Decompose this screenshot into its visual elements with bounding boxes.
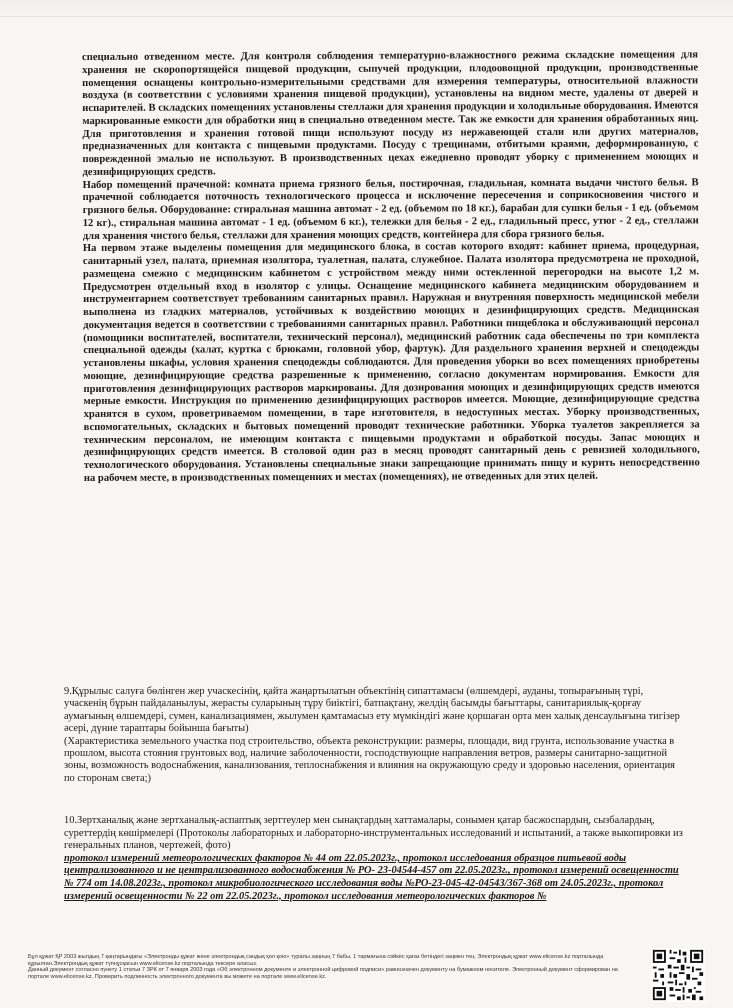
page-top-edge — [0, 0, 733, 17]
section-medical-block — [82, 49, 700, 485]
paragraph-storage: специально отведенном месте. Для контроля соблюдения температурно-влажностного режима складские помещения для хранения не скоропортящейся пищевой продукции, сыпучей продукции, плодоовощной продукции, производственные помещения оснащены контрольно-измерительными средствами для измерения температуры, относительной влажности воздуха (в соответствии с условиями хранения пищевой продукции), установлены на видном месте, удалены от дверей и испарителей. В складских помещениях установлены стеллажи для хранения продукции и холодильные оборудования. Имеются маркированные емкости для обработки яиц в специально отведенном месте. Так же емкости для хранения обработанных яиц. Для приготовления и хранения готовой пищи используют посуду из нержавеющей стали или других материалов, предназначенных для контакта с пищевыми продуктами. Посуду с трещинами, отбитыми краями, деформированную, с поврежденной эмалью не используют. В производственных цехах ежедневно проводят уборку с применением моющих и дезинфицирующих средств. — [82, 49, 699, 178]
footer-line-kazakh: Бұл құжат ҚР 2003 жылдың 7 қаңтарындағы «Электронды құжат және электрондық сандық қол қою» туралы заңның 7 бабы, 1 тармағына сәйкес қағаз бетіндегі заңмен тең. Электрондық құжат www.elicense.kz порталында құрылған.Электрондық құжат түпнұсқасын www.elicense.kz порталында тексере аласыз. — [28, 954, 604, 967]
section-10-protocols: протокол измерений метеорологических факторов № 44 от 22.05.2023г., протокол исследования образцов питьевой воды централизованного и не централизованного водоснабжения № РО- 23-04544-457 от 22.05.2023г., протокол измерений освещенности № 774 от 14.08.2023г., протокол микробиологического исследования воды №РО-23-045-42-04543/367-368 от 24.05.2023г., протокол измерений освещенности № 22 от 22.05.2023г., протокол исследования метеорологических факторов № — [64, 852, 679, 902]
qr-code-icon — [651, 948, 705, 1002]
section-10 — [64, 815, 688, 903]
section-9-kazakh: 9.Құрылыс салуға бөлінген жер учаскесінің, қайта жаңартылатын объектінің сипаттамасы (өлшемдері, ауданы, топырағының түрі, учаскенің бұрын пайдаланылуы, жерасты суларының тұру биіктігі, батпақтану, желдің басымды бағыттары, санитариялық-қорғау аумағының өлшемдері, сумен, канализациямен, жылумен қамтамасыз ету мүмкіндігі және қоршаған орта мен халық денсаулығына тигізер әсері, дүние тараптары бойынша бағыты) — [64, 686, 680, 735]
section-10-kazakh: 10.Зертханалық және зертханалық-аспаптық зерттеулер мен сынақтардың хаттамалары, сонымен қатар басжоспардың, сызбалардың, суреттердің көшірмелері (Протоколы лабораторных и лабораторно-инструментальных исследований и испытаний, а также выкопировки из генеральных планов, чертежей, фото) — [64, 815, 683, 852]
paragraph-medical-block: На первом этаже выделены помещения для медицинского блока, в состав которого входят: кабинет приема, процедурная, санитарный узел, палата, приемная изолятора, туалетная, палата, служебное. Палата изолятора предусмотрена не проходной, размещена смежно с медицинским кабинетом с устройством между ними остекленной перегородки на высоте 1,2 м. Предусмотрен отдельный вход в изолятор с улицы. Оснащение медицинского кабинета медицинским оборудованием и инструментарием соответствует требованиям санитарных правил. Наружная и внутренняя поверхность медицинской мебели выполнена из гладких материалов, устойчивых к воздействию моющих и дезинфицирующих средств. Медицинская документация ведется в соответствии с требованиями санитарных правил. Работники пищеблока и обслуживающий персонал (помощники воспитателей, воспитатели, технический персонал), медицинский работник сада обеспечены по три комплекта специальной одежды (халат, куртка с брюками, головной убор, фартук). Для раздельного хранения верхней и спецодежды установлены шкафы, условия хранения спецодежды соблюдаются. Для проведения уборки во всех помещениях приобретены моющие, дезинфицирующие средства разрешенные к применению, согласно документам нормирования. Емкости для приготовления дезинфицирующих растворов маркированы. Для дозирования моющих и дезинфицирующих средств имеются мерные емкости. Инструкция по применению дезинфицирующих растворов имеется. Моющие, дезинфицирующие средства хранятся в сухом, проветриваемом помещении, в таре изготовителя, в недоступных местах. Уборку производственных, вспомогательных, складских и бытовых помещений проводят технические работники. Уборка туалетов закрепляется за техническим персоналом, не имеющим контакта с пищевыми продуктами и обработкой посуды. Запас моющих и дезинфицирующих средств имеется. В столовой один раз в месяц проводят санитарный день с ревизией холодильного, технологического оборудования. Установлены специальные знаки запрещающие принимать пищу и курить непосредственно на рабочем месте, в производственных помещениях и местах (помещениях), не отведенных для этих целей. — [82, 240, 700, 484]
footer-legal-note — [28, 954, 628, 980]
section-9 — [64, 686, 688, 785]
paragraph-laundry: Набор помещений прачечной: комната приема грязного белья, постирочная, гладильная, комната выдачи чистого белья. В прачечной соблюдается поточность технологического процесса и исключение пересечения и соприкосновения чистого и грязного белья. Оборудование: стиральная машина автомат - 2 ед. (объемом по 18 кг.), барабан для сушки белья - 1 ед. (объемом 12 кг)., стиральная машина автомат - 1 ед. (объемом 6 кг.), тележки для белья - 2 ед., гладильный пресс, утюг - 2 ед., стеллажи для хранения чистого белья, стеллажи для хранения моющих средств, контейнера для сбора грязного белья. — [82, 176, 699, 242]
section-9-russian: (Характеристика земельного участка под строительство, объекта реконструкции: размеры, площади, вид грунта, использование участка в прошлом, высота стояния грунтовых вод, наличие заболоченности, господствующие направления ветров, размеры санитарно-защитной зоны, возможность водоснабжения, канализования, теплоснабжения и влияния на окружающую среду и здоровью населения, ориентация по сторонам света;) — [64, 735, 675, 784]
footer-line-russian: Данный документ согласно пункту 1 статьи 7 ЗРК от 7 января 2003 года «Об электронном документе и электронной цифровой подписи» равнозначен документу на бумажном носителе. Электронный документ сформирован на портале www.elicense.kz. Проверить подлинность электронного документа вы можете на портале www.elicense.kz. — [28, 967, 618, 980]
